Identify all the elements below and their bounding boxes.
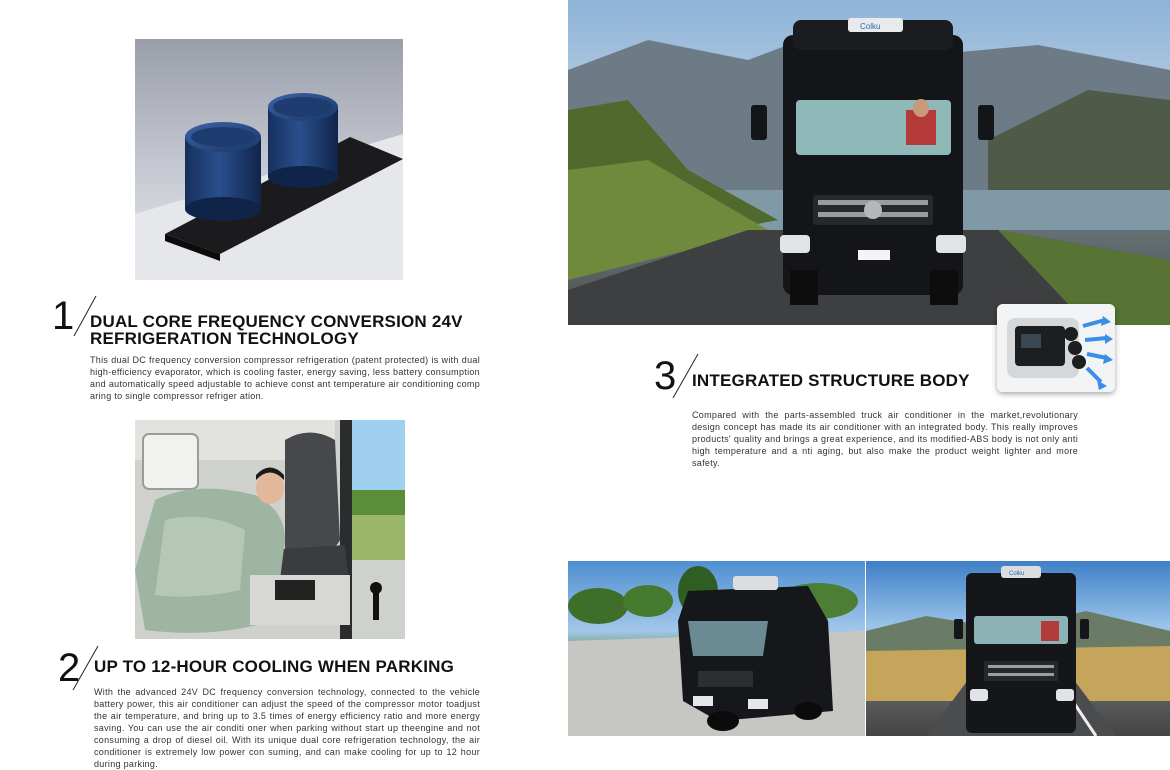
section-2-body: With the advanced 24V DC frequency conversion technology, connected to the vehicle battery power, this air conditioner can adjust the speed of the compressor motor toadjust the air temperature, and bring up to 3.5 times of energy efficiency ratio and more energy saving. You can use the air conditi oner when parking without start up theengine and not consuming a drop of diesel oil. With its unique dual core refrigeration technology, the air conditioner is extremely low power con suming, and can make cooling for up to 12 hour during parking. [94,687,480,769]
section-1-heading-line2: REFRIGERATION TECHNOLOGY [90,329,359,348]
cabin-sleeping-photo [135,420,405,639]
compressor-photo [135,39,403,280]
truck-highway-photo [568,0,1170,325]
section-2-heading: UP TO 12-HOUR COOLING WHEN PARKING [94,657,455,676]
roof-brand-label: Colku [860,22,881,31]
section-1-heading-line1: DUAL CORE FREQUENCY CONVERSION 24V [90,312,463,331]
section-2-number: 2 [58,646,81,690]
roof-brand-label-2: Colku [1009,571,1025,577]
truck-plaza-photo [568,561,865,736]
ac-unit-inset-photo [997,304,1115,392]
truck-road-photo [866,561,1170,736]
section-3-body: Compared with the parts-assembled truck air conditioner in the market,revolutionary design concept has made its air conditioner with an integrated body. This really improves products' quality and brings a great experience, and its modified-ABS body is not only anti high temperature and a nti aging, but also make the product weight lighter and more safety. [692,410,1078,468]
section-1-body: This dual DC frequency conversion compressor refrigeration (patent protected) is with dual high-efficiency evaporator, which is cooling faster, energy saving, less battery consumption and automatically speed adjustable to achieve const ant temperature air conditioning comp aring to single compressor refriger ation. [90,355,480,401]
section-1-number: 1 [52,294,75,338]
section-3-number: 3 [654,354,677,398]
section-3-heading: INTEGRATED STRUCTURE BODY [692,371,970,390]
